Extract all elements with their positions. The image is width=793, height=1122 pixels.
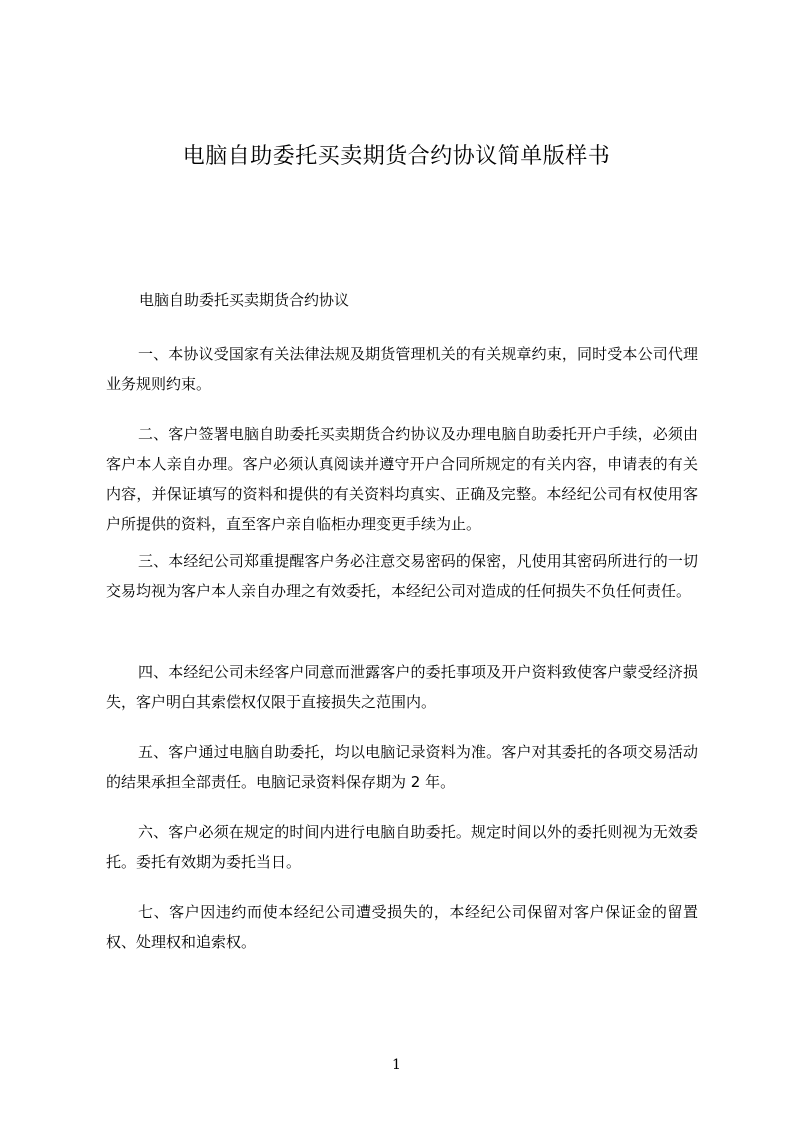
clause-paragraph-3: 三、本经纪公司郑重提醒客户务必注意交易密码的保密，凡使用其密码所进行的一切交易均视为客户本人亲自办理之有效委托，本经纪公司对造成的任何损失不负任何责任。 bbox=[106, 552, 698, 600]
document-subtitle: 电脑自助委托买卖期货合约协议 bbox=[139, 291, 350, 309]
document-title: 电脑自助委托买卖期货合约协议简单版样书 bbox=[182, 144, 611, 169]
clause-paragraph-6: 六、客户必须在规定的时间内进行电脑自助委托。规定时间以外的委托则视为无效委托。委托有效期为委托当日。 bbox=[106, 823, 698, 871]
page-number: 1 bbox=[392, 1057, 401, 1073]
clause-paragraph-1: 一、本协议受国家有关法律法规及期货管理机关的有关规章约束，同时受本公司代理业务规则约束。 bbox=[106, 345, 698, 393]
clause-paragraph-4: 四、本经纪公司未经客户同意而泄露客户的委托事项及开户资料致使客户蒙受经济损失，客户明白其索偿权仅限于直接损失之范围内。 bbox=[106, 663, 698, 711]
clause-paragraph-5: 五、客户通过电脑自助委托，均以电脑记录资料为准。客户对其委托的各项交易活动的结果承担全部责任。电脑记录资料保存期为 2 年。 bbox=[106, 743, 698, 791]
clause-paragraph-2: 二、客户签署电脑自助委托买卖期货合约协议及办理电脑自助委托开户手续，必须由客户本人亲自办理。客户必须认真阅读并遵守开户合同所规定的有关内容，申请表的有关内容，并保证填写的资料和提供的有关资料均真实、正确及完整。本经纪公司有权使用客户所提供的资料，直至客户亲自临柜办理变更手续为止。 bbox=[106, 425, 698, 533]
clause-paragraph-7: 七、客户因违约而使本经纪公司遭受损失的，本经纪公司保留对客户保证金的留置权、处理权和追索权。 bbox=[106, 903, 698, 951]
